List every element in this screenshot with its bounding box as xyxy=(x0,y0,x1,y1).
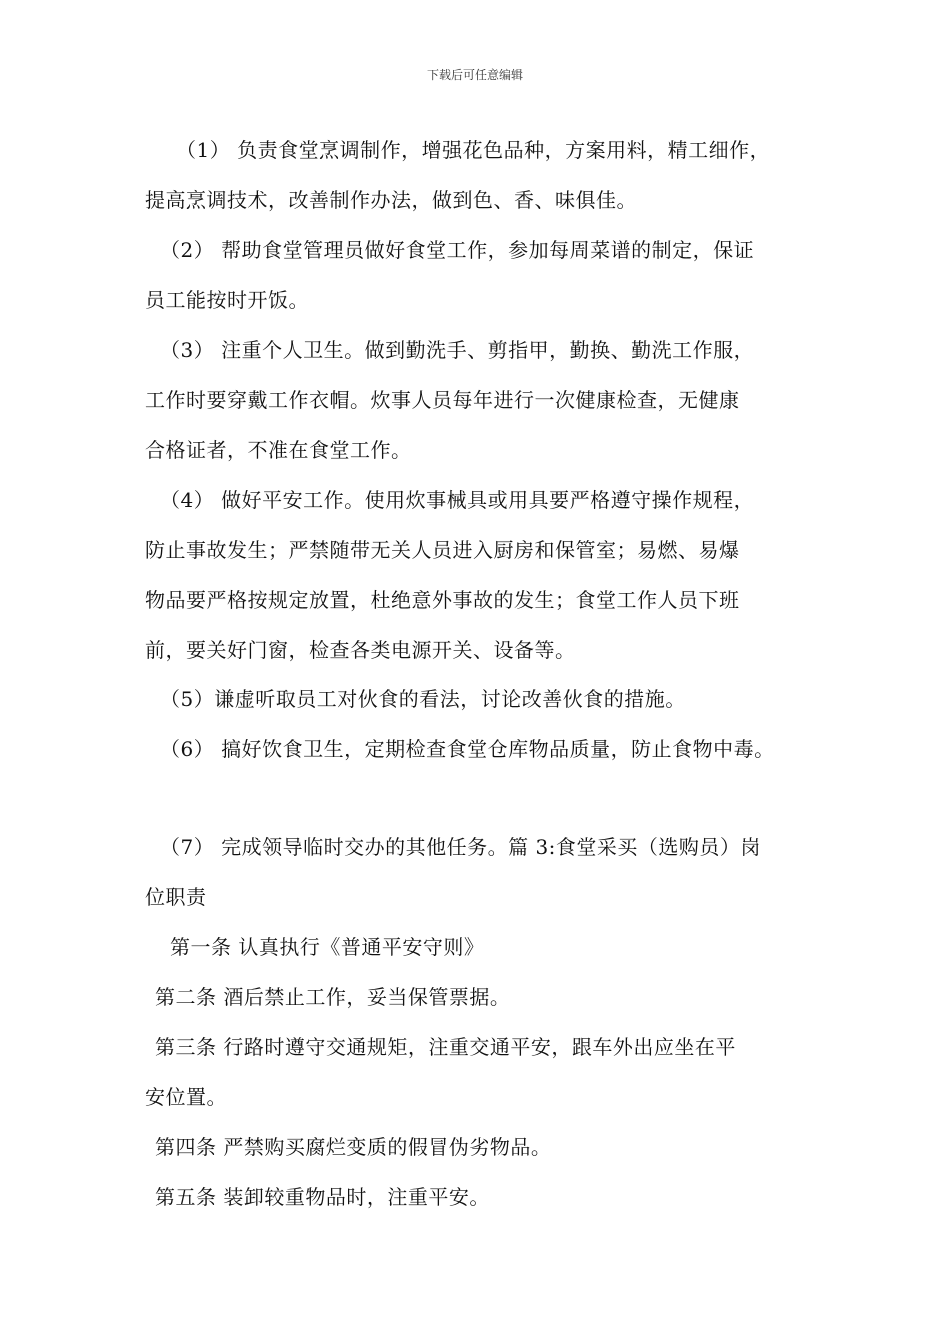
text-line: 第五条 装卸较重物品时，注重平安。 xyxy=(155,1185,490,1209)
text-line: 员工能按时开饭。 xyxy=(145,288,309,312)
text-line: 第三条 行路时遵守交通规矩，注重交通平安，跟车外出应坐在平 xyxy=(155,1035,736,1059)
page-header: 下载后可任意编辑 xyxy=(426,68,523,82)
text-line: 前，要关好门窗，检查各类电源开关、设备等。 xyxy=(145,638,576,662)
text-line: 位职责 xyxy=(145,885,207,909)
text-line: 第二条 酒后禁止工作，妥当保管票据。 xyxy=(155,985,511,1009)
text-line: （2） 帮助食堂管理员做好食堂工作，参加每周菜谱的制定，保证 xyxy=(160,238,755,262)
text-line: 工作时要穿戴工作衣帽。炊事人员每年进行一次健康检查，无健康 xyxy=(145,388,740,412)
text-line: 物品要严格按规定放置，杜绝意外事故的发生；食堂工作人员下班 xyxy=(145,588,740,612)
text-line: （6） 搞好饮食卫生，定期检查食堂仓库物品质量，防止食物中毒。 xyxy=(160,737,775,761)
text-line: （4） 做好平安工作。使用炊事械具或用具要严格遵守操作规程， xyxy=(160,488,755,512)
text-line: （1） 负责食堂烹调制作，增强花色品种，方案用料，精工细作， xyxy=(176,138,771,162)
text-line: （3） 注重个人卫生。做到勤洗手、剪指甲，勤换、勤洗工作服， xyxy=(160,338,755,362)
text-line: 第四条 严禁购买腐烂变质的假冒伪劣物品。 xyxy=(155,1135,552,1159)
text-line: 防止事故发生；严禁随带无关人员进入厨房和保管室；易燃、易爆 xyxy=(145,538,740,562)
text-line: 安位置。 xyxy=(145,1085,227,1109)
text-line: 提高烹调技术，改善制作办法，做到色、香、味俱佳。 xyxy=(145,188,637,212)
text-line: 第一条 认真执行《普通平安守则》 xyxy=(170,935,485,959)
text-line: （5）谦虚听取员工对伙食的看法，讨论改善伙食的措施。 xyxy=(160,687,686,711)
text-line: （7） 完成领导临时交办的其他任务。篇 3:食堂采买（选购员）岗 xyxy=(160,835,761,859)
text-line: 合格证者，不准在食堂工作。 xyxy=(145,438,412,462)
